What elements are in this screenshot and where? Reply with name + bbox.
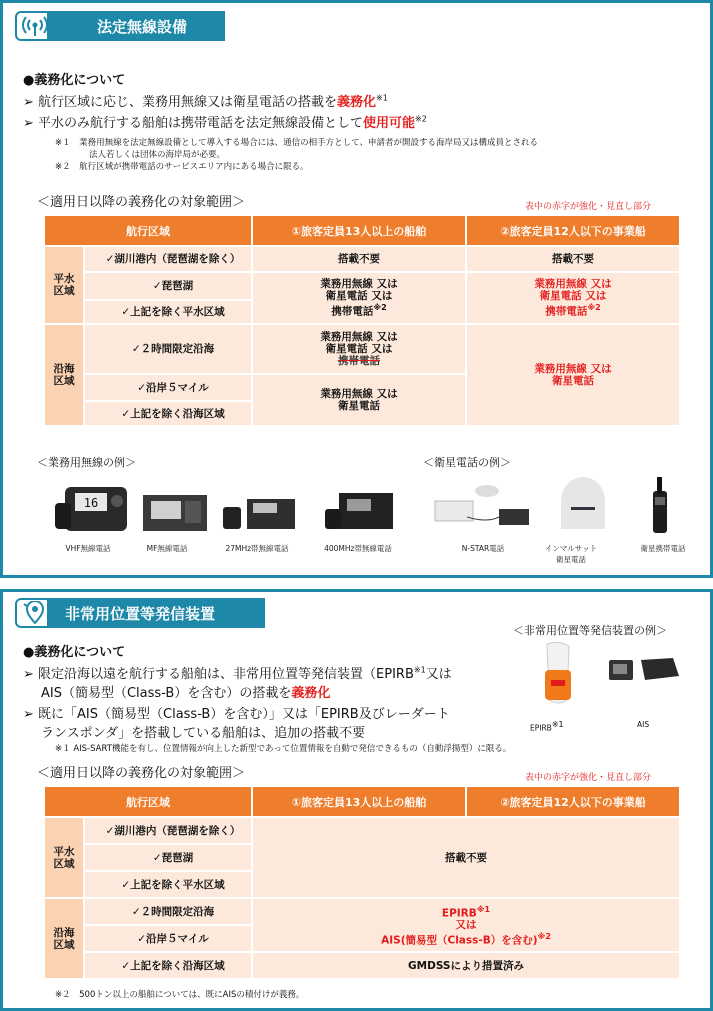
table-header-large-vessel: ①旅客定員13人以上の船舶 [252, 215, 466, 246]
section-title: ＜適用日以降の義務化の対象範囲＞ [37, 766, 246, 781]
panel-header [15, 11, 225, 41]
bullet-1: ➢ 限定沿海以遠を航行する船舶は、非常用位置等発信装置（EPIRB$^{※1}$又は [23, 665, 452, 682]
equipment-images [47, 473, 687, 539]
nstar-phone-image [435, 485, 529, 525]
area-engai: 沿海 区域 [44, 898, 84, 979]
table-cell: GMDSSにより措置済み [252, 952, 680, 979]
vhf-radio-image [55, 487, 127, 531]
panel-title: 法定無線設備 [47, 11, 225, 41]
epirb-label: EPIRB※1 [530, 720, 564, 733]
table-row: ✓湖川港内（琵琶湖を除く） [84, 817, 252, 844]
footnote-1: ※１ AIS-SART機能を有し、位置情報が向上した新型であって位置情報を自動で発信できるもの（自動浮揚型）に限る。 [55, 744, 512, 754]
eq-label: インマルサット 衛星電話 [544, 544, 598, 564]
table-row: ✓２時間限定沿海 [84, 324, 252, 374]
bullet-2: ➢ 平水のみ航行する船舶は携帯電話を法定無線設備として使用可能$^{※2}$ [23, 114, 427, 131]
red-text-note: 表中の赤字が強化・見直し部分 [525, 773, 652, 783]
epirb-image [545, 642, 571, 703]
area-heisui: 平水 区域 [44, 817, 84, 898]
table-row: ✓琵琶湖 [84, 272, 252, 300]
obligation-table [43, 785, 681, 980]
table-cell: 搭載不要 [252, 246, 466, 272]
table-cell: 搭載不要 [252, 817, 680, 898]
device-images [523, 640, 693, 720]
obligation-heading: ●義務化について [23, 73, 126, 88]
panel-header [15, 598, 265, 628]
eq-label: VHF無線電話 [65, 544, 111, 553]
satellite-phone-image [653, 477, 667, 533]
section-title: ＜適用日以降の義務化の対象範囲＞ [37, 195, 246, 210]
eq-label: N-STAR電話 [461, 544, 505, 553]
bullet-2-cont: ランスポンダ」を搭載している船舶は、追加の搭載不要 [41, 726, 366, 741]
area-engai: 沿海 区域 [44, 324, 84, 426]
bullet-1-cont: AIS（簡易型（Class-B）を含む）の搭載を義務化 [41, 686, 331, 701]
table-cell: 搭載不要 [466, 246, 680, 272]
example-title: ＜非常用位置等発信装置の例＞ [513, 624, 667, 637]
table-cell: 業務用無線 又は 衛星電話 又は 携帯電話 [252, 324, 466, 374]
eq-label: 400MHz帯無線電話 [324, 544, 392, 553]
eq-label: MF無線電話 [146, 544, 188, 553]
inmarsat-image [561, 477, 605, 529]
mf-radio-image [143, 495, 207, 531]
footnote-1: ※１ 業務用無線を法定無線設備として導入する場合には、通信の相手方として、申請者が開設する海岸局又は構成員とされる [55, 138, 538, 148]
table-cell: 業務用無線 又は 衛星電話 又は 携帯電話$^{※2}$ [252, 272, 466, 324]
ais-label: AIS [637, 720, 650, 729]
bullet-1: ➢ 航行区域に応じ、業務用無線又は衛星電話の搭載を義務化$^{※1}$ [23, 93, 388, 110]
table-row: ✓上記を除く沿海区域 [84, 952, 252, 979]
table-header-area: 航行区域 [44, 786, 252, 817]
table-header-small-vessel: ②旅客定員12人以下の事業船 [466, 215, 680, 246]
radio-examples-title: ＜業務用無線の例＞ [37, 456, 136, 469]
27mhz-radio-image [223, 499, 295, 529]
eq-label: 衛星携帯電話 [640, 544, 686, 553]
table-row: ✓琵琶湖 [84, 844, 252, 871]
ais-image [609, 658, 679, 680]
table-cell: EPIRB$^{※1}$ 又は AIS(簡易型（Class-B）を含む)$^{※2}$ [252, 898, 680, 952]
table-header-area: 航行区域 [44, 215, 252, 246]
epirb-panel [0, 589, 713, 1011]
table-cell: 業務用無線 又は 衛星電話 又は 携帯電話$^{※2}$ [466, 272, 680, 324]
obligation-table [43, 214, 681, 427]
obligation-heading: ●義務化について [23, 645, 126, 660]
table-cell: 業務用無線 又は 衛星電話 [466, 324, 680, 426]
footnote-1-cont: 法人若しくは団体の海岸局が必要。 [89, 150, 226, 160]
table-row: ✓上記を除く沿海区域 [84, 401, 252, 426]
area-heisui: 平水 区域 [44, 246, 84, 324]
eq-label: 27MHz帯無線電話 [225, 544, 289, 553]
table-row: ✓湖川港内（琵琶湖を除く） [84, 246, 252, 272]
svg-text:16: 16 [83, 496, 99, 510]
table-row: ✓沿岸５マイル [84, 374, 252, 401]
table-row: ✓上記を除く平水区域 [84, 300, 252, 324]
footnote-2: ※２ 500トン以上の船舶については、既にAISの積付けが義務。 [55, 990, 305, 1000]
bullet-2: ➢ 既に「AIS（簡易型（Class-B）を含む）」又は「EPIRB及びレーダート [23, 707, 450, 722]
panel-title: 非常用位置等発信装置 [47, 598, 265, 628]
table-header-small-vessel: ②旅客定員12人以下の事業船 [466, 786, 680, 817]
red-text-note: 表中の赤字が強化・見直し部分 [525, 202, 652, 212]
table-row: ✓２時間限定沿海 [84, 898, 252, 925]
table-row: ✓沿岸５マイル [84, 925, 252, 952]
satellite-examples-title: ＜衛星電話の例＞ [423, 456, 511, 469]
table-row: ✓上記を除く平水区域 [84, 871, 252, 898]
table-cell: 業務用無線 又は 衛星電話 [252, 374, 466, 426]
table-header-large-vessel: ①旅客定員13人以上の船舶 [252, 786, 466, 817]
400mhz-radio-image [325, 493, 393, 529]
footnote-2: ※２ 航行区域が携帯電話のサービスエリア内にある場合に限る。 [55, 162, 309, 172]
